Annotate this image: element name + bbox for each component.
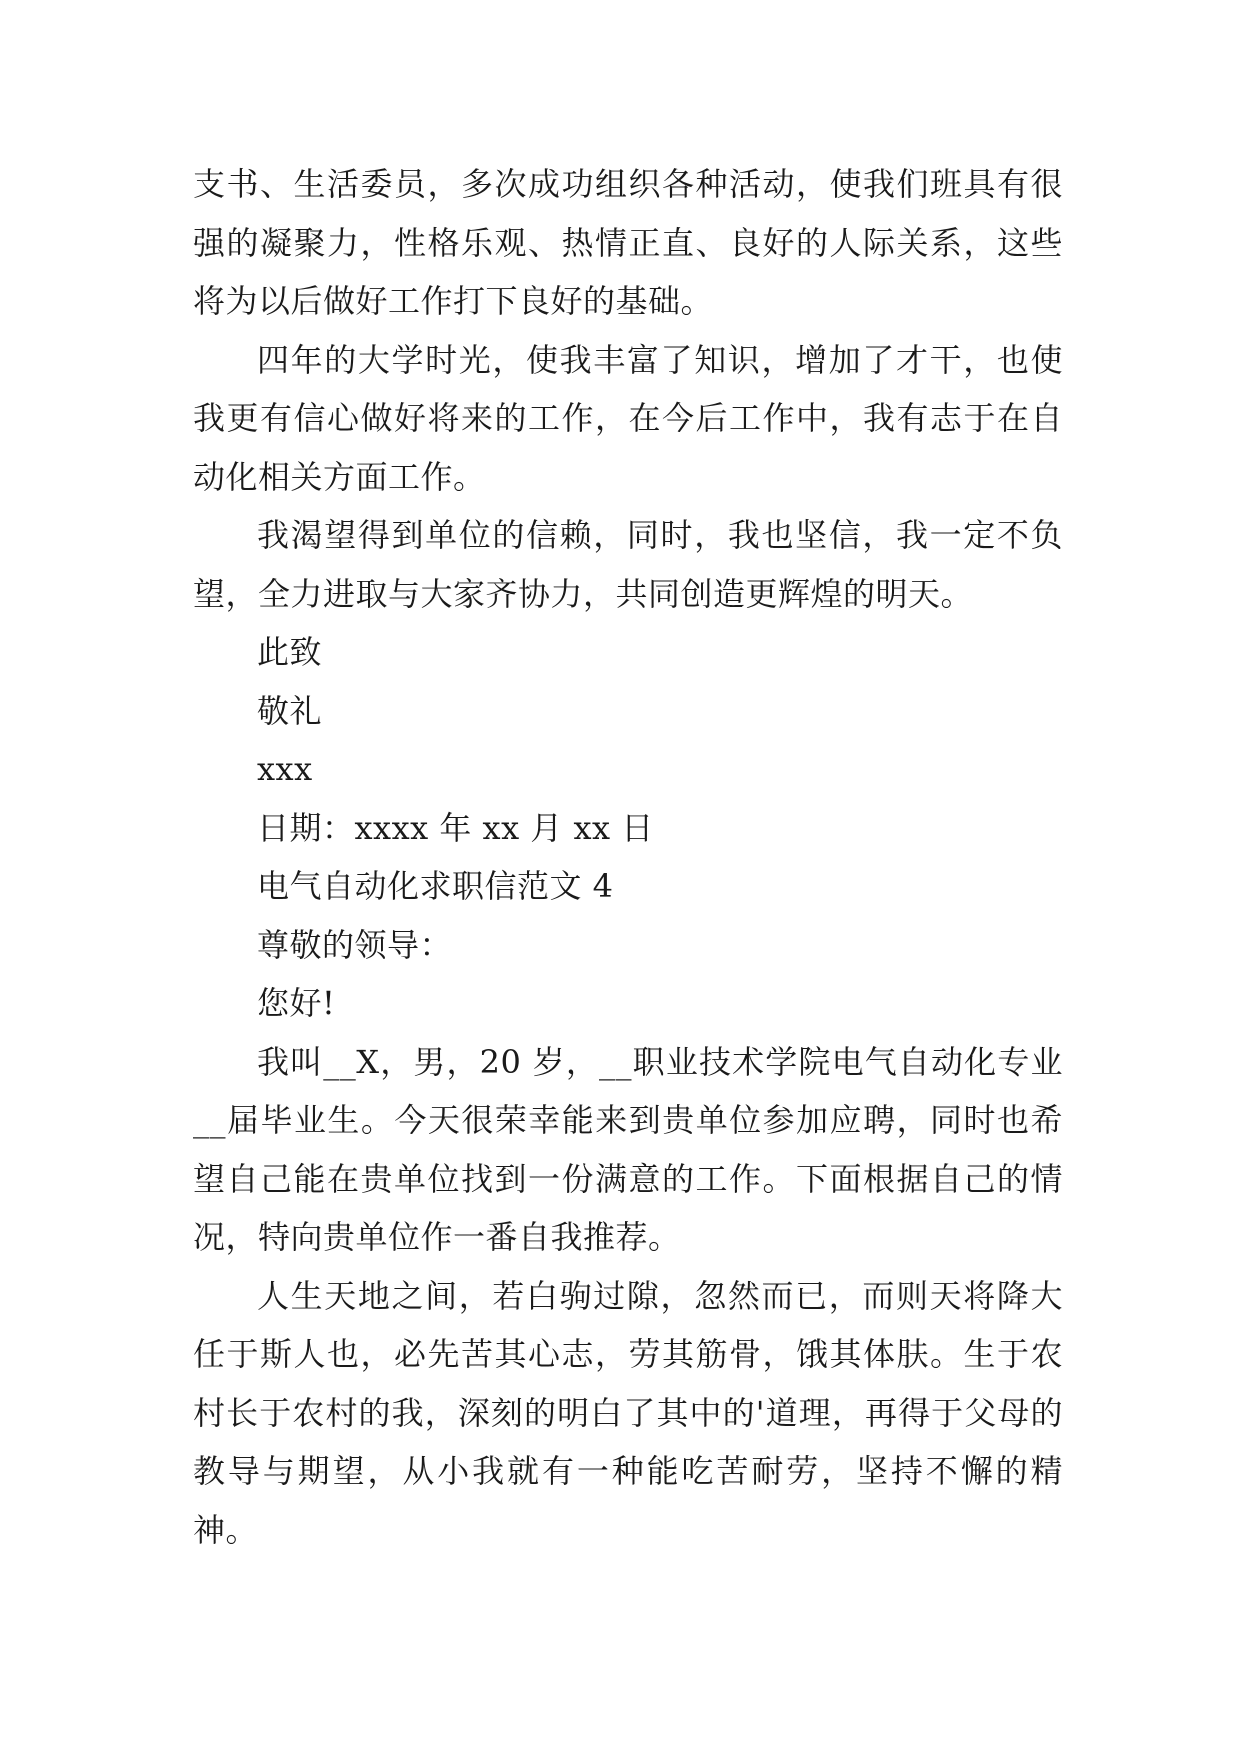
paragraph-university: 四年的大学时光，使我丰富了知识，增加了才干，也使我更有信心做好将来的工作，在今后工作中，我有志于在自动化相关方面工作。: [193, 340, 1063, 496]
salutation: 尊敬的领导：: [257, 925, 453, 964]
closing-line-2: 敬礼: [257, 691, 323, 730]
paragraph-continued: 支书、生活委员，多次成功组织各种活动，使我们班具有很强的凝聚力，性格乐观、热情正直、良好的人际关系，这些将为以后做好工作打下良好的基础。: [193, 165, 1063, 320]
paragraph-intro: 我叫__X，男，20 岁，__职业技术学院电气自动化专业__届毕业生。今天很荣幸能来到贵单位参加应聘，同时也希望自己能在贵单位找到一份满意的工作。下面根据自己的情况，特向贵单位作一番自我推荐。: [193, 1042, 1063, 1256]
section-title: 电气自动化求职信范文 4: [257, 867, 614, 905]
document-page: [193, 155, 1063, 1559]
closing-line-1: 此致: [257, 633, 323, 671]
paragraph-trust: 我渴望得到单位的信赖，同时，我也坚信，我一定不负望，全力进取与大家齐协力，共同创造更辉煌的明天。: [193, 516, 1063, 613]
paragraph-life: 人生天地之间，若白驹过隙，忽然而已，而则天将降大任于斯人也，必先苦其心志，劳其筋骨，饿其体肤。生于农村长于农村的我，深刻的明白了其中的'道理，再得于父母的教导与期望，从小我就有一种能吃苦耐劳，坚持不懈的精神。: [193, 1276, 1063, 1549]
greeting: 您好!: [257, 984, 336, 1022]
signature: xxx: [257, 750, 313, 788]
date-line: 日期：xxxx 年 xx 月 xx 日: [257, 808, 654, 847]
